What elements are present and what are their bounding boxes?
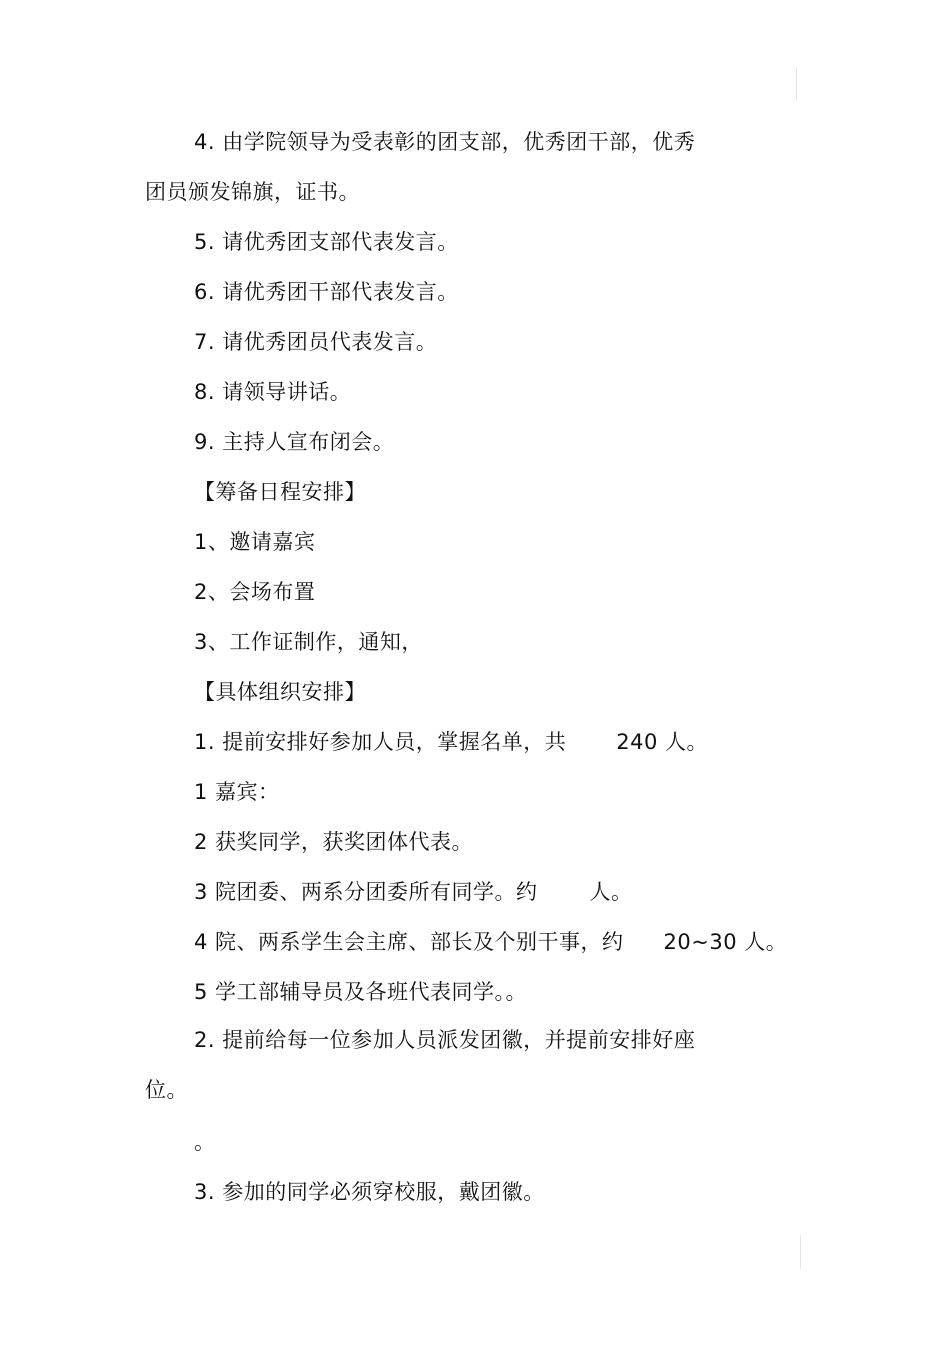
org-item-2-continued: 位。 [145, 1078, 188, 1102]
attendee-group-4 [194, 927, 787, 957]
org-item-1-text: 1. 提前安排好参加人员，掌握名单，共 [194, 730, 567, 754]
prep-item-1: 1、邀请嘉宾 [194, 530, 316, 554]
attendee-group-5: 5 学工部辅导员及各班代表同学。。 [194, 980, 528, 1004]
agenda-item-4: 4. 由学院领导为受表彰的团支部，优秀团干部，优秀 [194, 130, 696, 154]
org-item-1-count: 240 人。 [616, 730, 708, 754]
agenda-item-6: 6. 请优秀团干部代表发言。 [194, 280, 459, 304]
stray-period: 。 [194, 1130, 216, 1154]
prep-item-3: 3、工作证制作，通知， [194, 630, 423, 654]
agenda-item-7: 7. 请优秀团员代表发言。 [194, 330, 438, 354]
agenda-item-5: 5. 请优秀团支部代表发言。 [194, 230, 459, 254]
margin-mark-top [796, 68, 797, 100]
attendee-group-3-end: 人。 [589, 880, 633, 904]
agenda-item-9: 9. 主持人宣布闭会。 [194, 430, 395, 454]
attendee-group-1: 1 嘉宾： [194, 780, 280, 804]
section-heading-organization: 【具体组织安排】 [194, 680, 366, 704]
attendee-group-4-count: 20~30 人。 [663, 930, 788, 954]
org-item-1 [194, 727, 708, 757]
attendee-group-2: 2 获奖同学，获奖团体代表。 [194, 830, 474, 854]
agenda-item-4-continued: 团员颁发锦旗，证书。 [145, 180, 360, 204]
attendee-group-3 [194, 877, 633, 907]
attendee-group-4-text: 4 院、两系学生会主席、部长及个别干事，约 [194, 930, 624, 954]
org-item-2: 2. 提前给每一位参加人员派发团徽，并提前安排好座 [194, 1028, 696, 1052]
section-heading-preparation: 【筹备日程安排】 [194, 480, 366, 504]
prep-item-2: 2、会场布置 [194, 580, 316, 604]
attendee-group-3-text: 3 院团委、两系分团委所有同学。约 [194, 880, 538, 904]
agenda-item-8: 8. 请领导讲话。 [194, 380, 352, 404]
org-item-3: 3. 参加的同学必须穿校服，戴团徽。 [194, 1180, 545, 1204]
margin-mark-bottom [800, 1235, 801, 1269]
